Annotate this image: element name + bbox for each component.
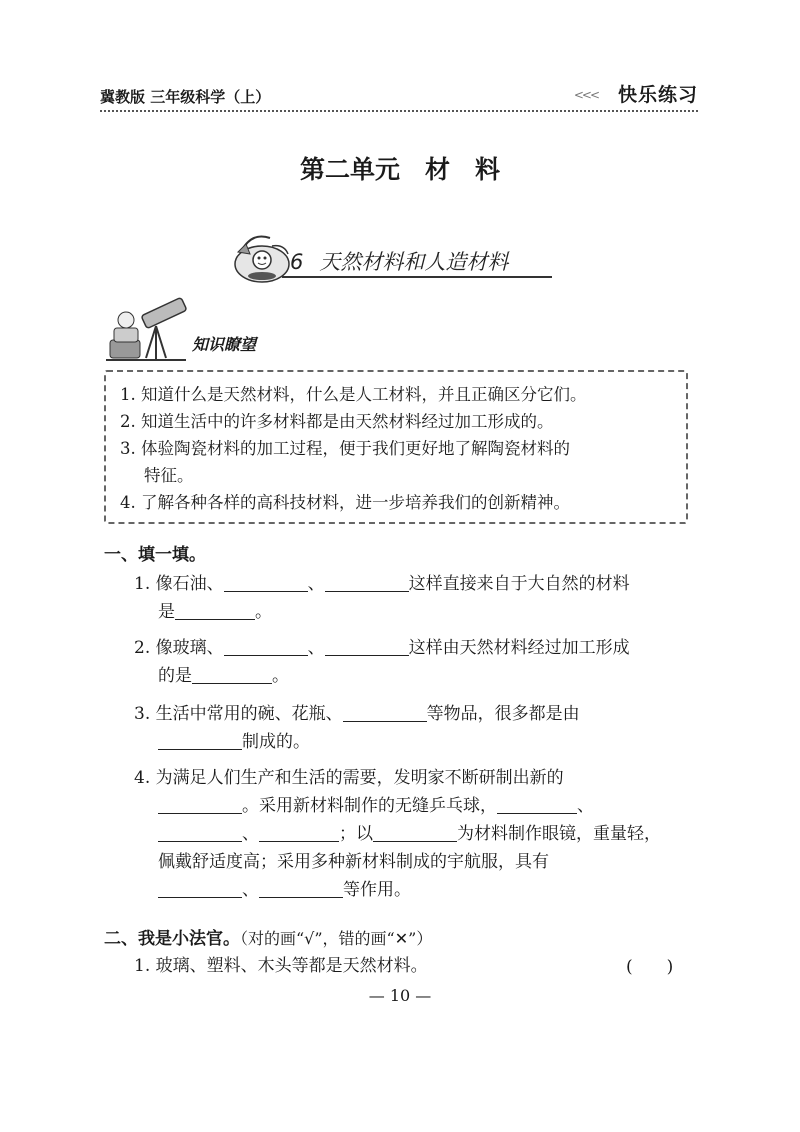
q2-text-b: 、 [307, 638, 325, 658]
answer-blank[interactable] [343, 703, 427, 722]
knowledge-section-header [106, 296, 306, 368]
goal-item: 1. 知道什么是天然材料，什么是人工材料，并且正确区分它们。 [120, 385, 587, 404]
q4-text-d: 、 [242, 824, 259, 844]
lesson-number: 6 [290, 250, 304, 274]
lesson-title [290, 246, 508, 276]
judge-answer-box[interactable]: ( ) [626, 957, 674, 977]
section-judge-heading [104, 924, 432, 949]
question-2 [134, 634, 690, 690]
answer-blank[interactable] [497, 795, 577, 814]
page-header [100, 72, 698, 112]
answer-blank[interactable] [224, 637, 308, 656]
q2-text-d: 的是 [158, 666, 192, 686]
q4-text-b: 。采用新材料制作的无缝乒乓球， [242, 796, 497, 816]
lesson-title-text: 天然材料和人造材料 [319, 250, 509, 274]
q3-text-a: 3. 生活中常用的碗、花瓶、 [134, 704, 343, 724]
q2-text-a: 2. 像玻璃、 [134, 638, 224, 658]
question-4 [134, 764, 690, 904]
answer-blank[interactable] [224, 573, 308, 592]
q1-text-e: 。 [255, 602, 272, 622]
q2-text-c: 这样由天然材料经过加工形成 [408, 638, 630, 658]
answer-blank[interactable] [158, 795, 242, 814]
answer-blank[interactable] [325, 637, 409, 656]
q4-text-f: 为材料制作眼镜，重量轻， [457, 824, 661, 844]
goal-item-continued: 特征。 [144, 466, 194, 485]
knowledge-title: 知识瞭望 [192, 335, 257, 354]
answer-blank[interactable] [158, 731, 242, 750]
goal-item: 3. 体验陶瓷材料的加工过程，便于我们更好地了解陶瓷材料的 [120, 439, 570, 458]
series-title: 快乐练习 [617, 84, 698, 106]
page-number: — 10 — [368, 986, 432, 1005]
chevron-decoration: <<< [573, 88, 598, 102]
section-fill-in-heading: 一、填一填。 [104, 545, 206, 565]
answer-blank[interactable] [192, 665, 272, 684]
judge-question-1: 1. 玻璃、塑料、木头等都是天然材料。 [134, 956, 428, 976]
q4-text-g: 佩戴舒适度高；采用多种新材料制成的宇航服，具有 [158, 852, 549, 872]
lesson-banner [232, 230, 562, 286]
answer-blank[interactable] [158, 879, 242, 898]
section-judge-note: （对的画“√”，错的画“✕”） [240, 929, 433, 948]
book-title: 冀教版 三年级科学（上） [100, 88, 271, 106]
answer-blank[interactable] [175, 601, 255, 620]
question-3 [134, 700, 690, 756]
section-judge-title: 二、我是小法官。 [104, 929, 240, 949]
answer-blank[interactable] [259, 879, 343, 898]
q4-text-i: 等作用。 [343, 880, 411, 900]
q4-text-e: ；以 [339, 824, 373, 844]
answer-blank[interactable] [325, 573, 409, 592]
unit-title: 第二单元 材 料 [299, 155, 500, 184]
q1-text-a: 1. 像石油、 [134, 574, 224, 594]
q4-text-c: 、 [577, 796, 594, 816]
answer-blank[interactable] [259, 823, 339, 842]
goal-item: 2. 知道生活中的许多材料都是由天然材料经过加工形成的。 [120, 412, 554, 431]
goal-item: 4. 了解各种各样的高科技材料，进一步培养我们的创新精神。 [120, 493, 570, 512]
q4-text-h: 、 [242, 880, 259, 900]
q1-text-d: 是 [158, 602, 175, 622]
q3-text-c: 制成的。 [242, 732, 310, 752]
answer-blank[interactable] [373, 823, 457, 842]
question-1 [134, 570, 690, 626]
q1-text-c: 这样直接来自于大自然的材料 [408, 574, 630, 594]
q2-text-e: 。 [272, 666, 289, 686]
q1-text-b: 、 [307, 574, 325, 594]
header-divider [100, 110, 698, 112]
q4-text-a: 4. 为满足人们生产和生活的需要，发明家不断研制出新的 [134, 768, 564, 788]
lesson-underline [282, 276, 552, 278]
q3-text-b: 等物品，很多都是由 [426, 704, 580, 724]
answer-blank[interactable] [158, 823, 242, 842]
learning-goals-box [104, 370, 688, 524]
telescope-icon [106, 296, 192, 366]
